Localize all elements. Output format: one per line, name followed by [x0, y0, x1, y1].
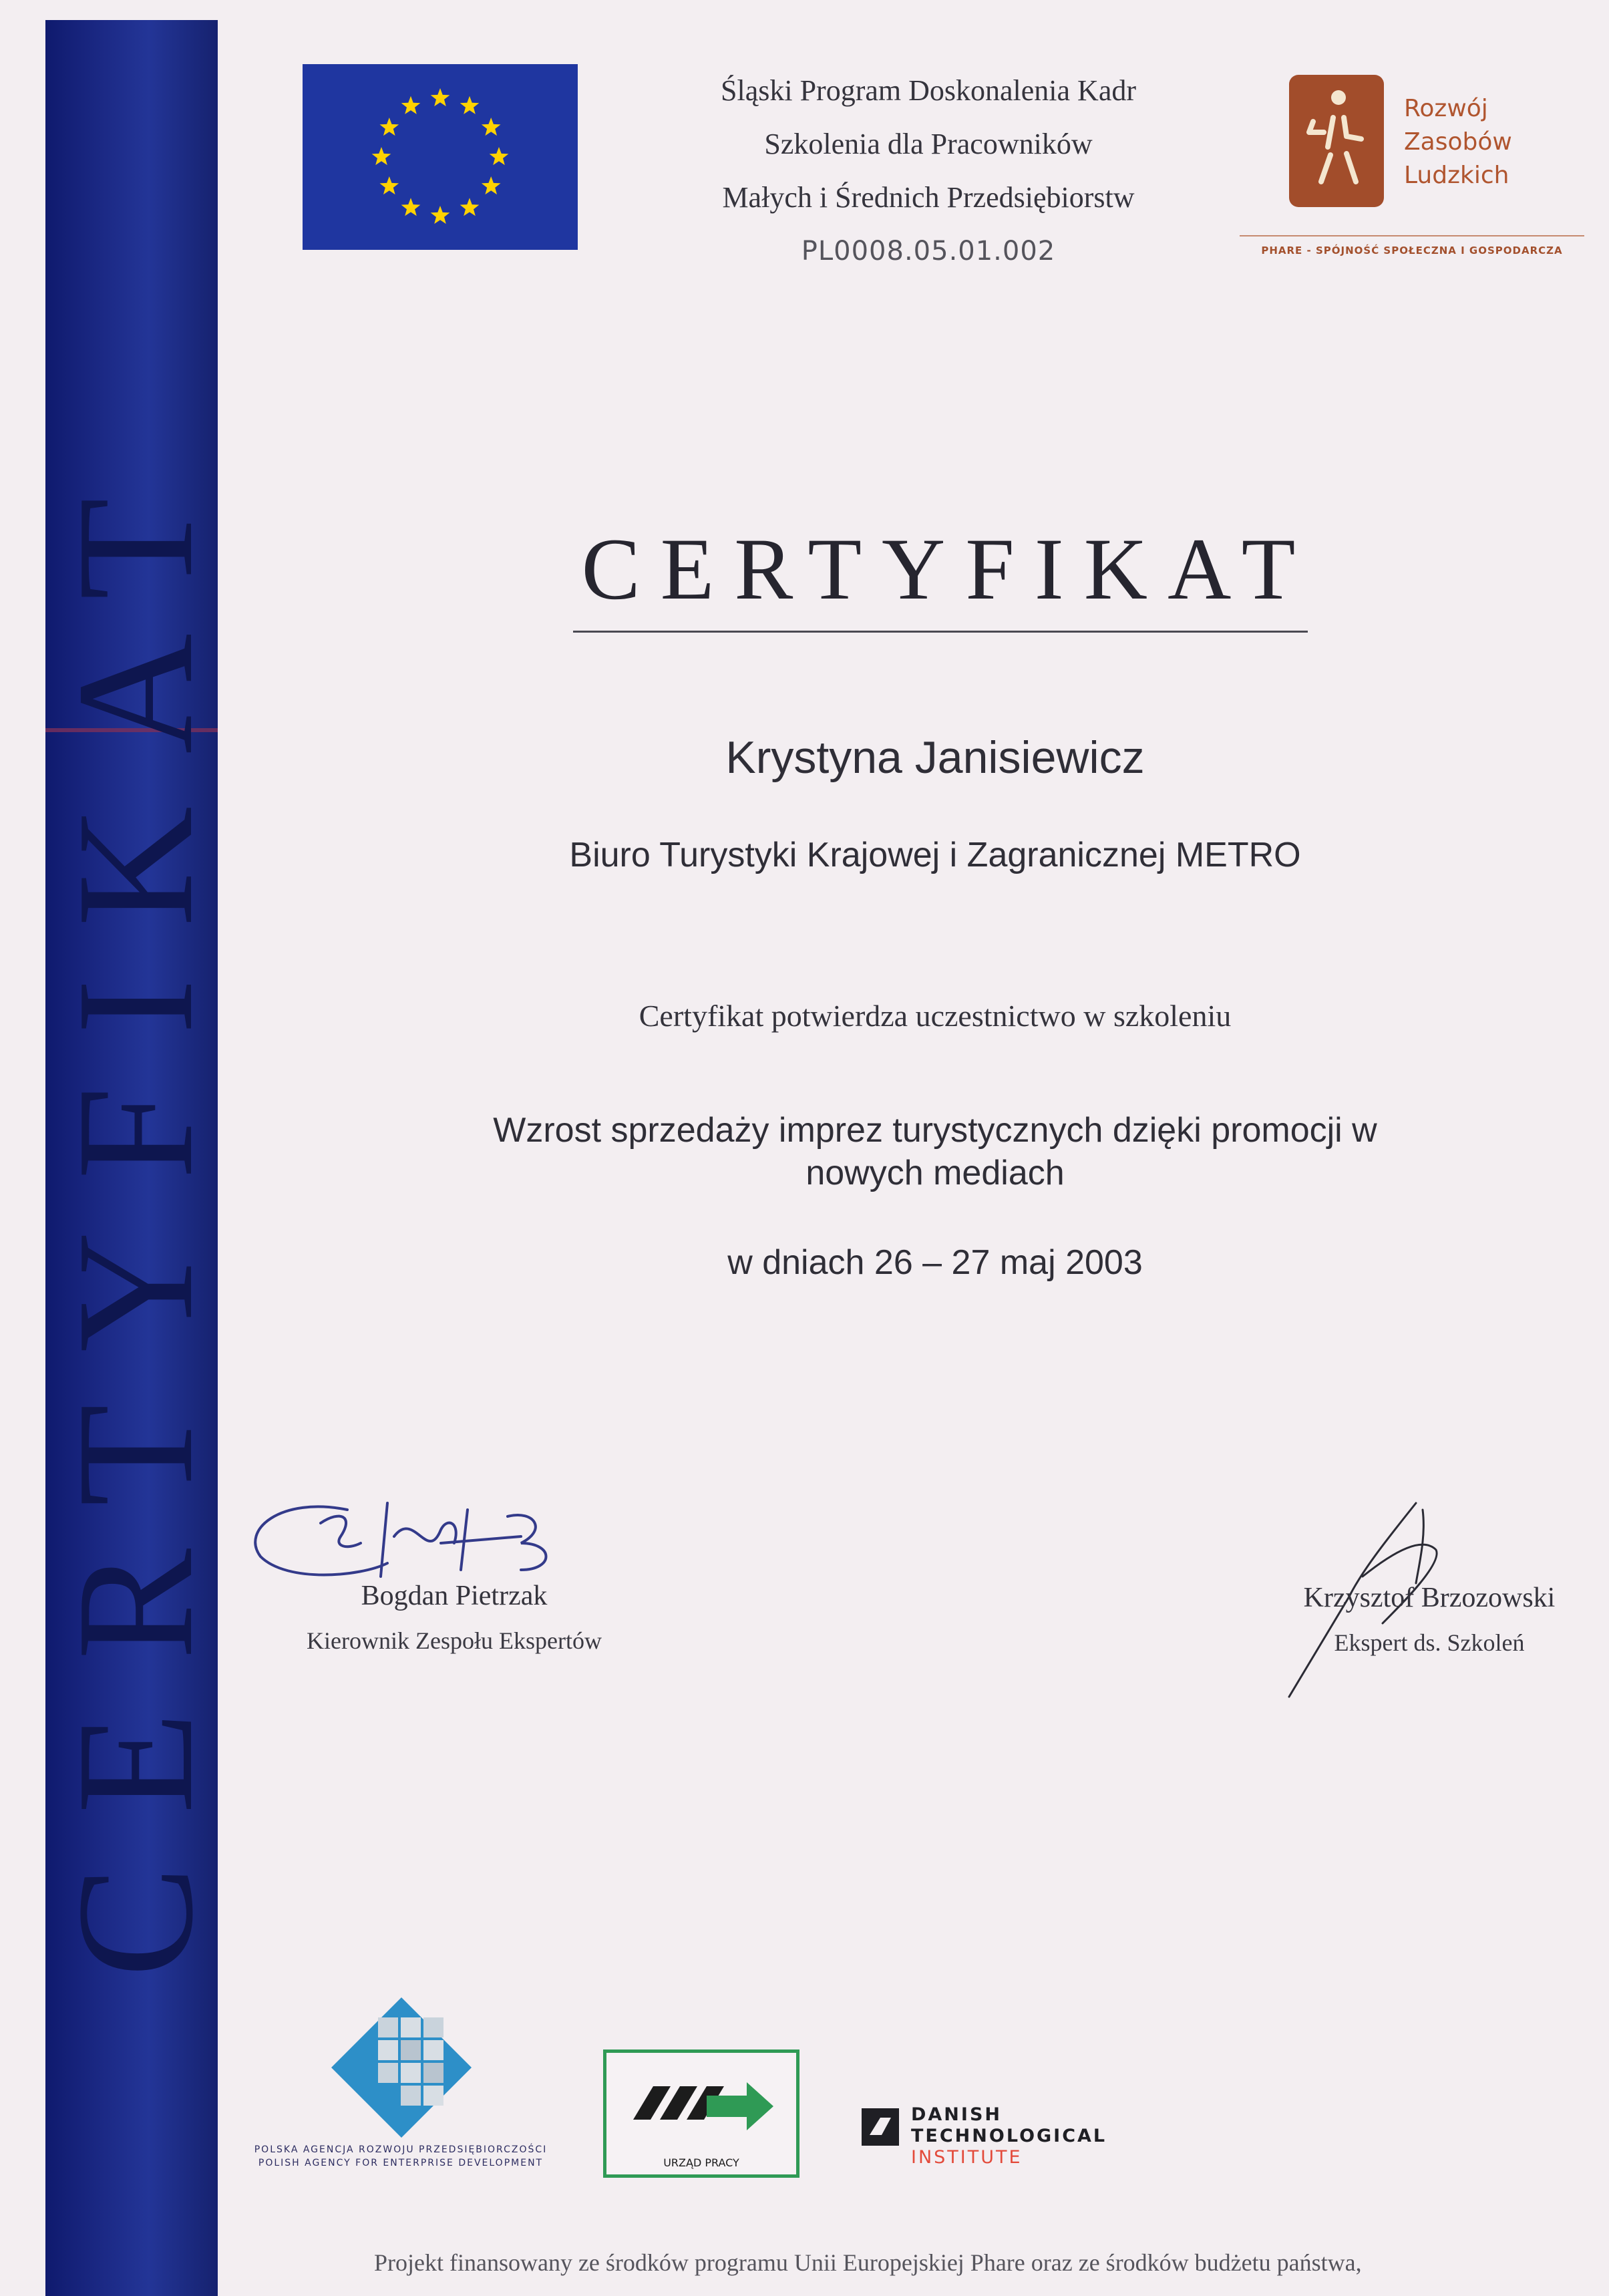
eu-star-icon	[431, 88, 450, 106]
title-underline	[573, 631, 1308, 633]
eu-flag-logo	[303, 64, 578, 250]
course-dates: w dniach 26 – 27 maj 2003	[727, 1243, 1143, 1282]
course-line: nowych mediach	[806, 1154, 1065, 1192]
eu-star-icon	[401, 198, 421, 216]
eu-star-icon	[490, 147, 509, 165]
dti-word: DANISH	[911, 2104, 1002, 2125]
program-line: Małych i Średnich Przedsiębiorstw	[722, 181, 1135, 214]
parp-name-en: POLISH AGENCY FOR ENTERPRISE DEVELOPMENT	[258, 2158, 544, 2168]
certificate-title: CERTYFIKAT	[581, 520, 1316, 618]
eu-star-icon	[372, 147, 391, 165]
rzl-divider	[1240, 235, 1584, 236]
urzad-arrows-icon	[606, 2053, 796, 2153]
eu-stars-icon	[303, 64, 578, 250]
signer-role: Ekspert ds. Szkoleń	[1334, 1629, 1525, 1656]
urzad-pracy-logo	[603, 2049, 799, 2178]
program-code: PL0008.05.01.002	[801, 236, 1056, 267]
eu-star-icon	[401, 96, 421, 114]
dti-word: INSTITUTE	[911, 2147, 1023, 2168]
parp-logo	[240, 1997, 561, 2178]
dti-text	[911, 2104, 1138, 2168]
eu-star-icon	[482, 118, 501, 136]
eu-star-icon	[380, 118, 399, 136]
program-info	[635, 64, 1222, 278]
rzl-text	[1404, 92, 1564, 192]
rzl-word: Rozwój	[1404, 95, 1488, 122]
rzl-tagline: PHARE - SPÓJNOŚĆ SPOŁECZNA I GOSPODARCZA	[1261, 244, 1563, 257]
signer-right	[1216, 1582, 1609, 1657]
signer-left	[267, 1580, 641, 1655]
rzl-word: Ludzkich	[1404, 162, 1509, 189]
dti-mark-icon	[862, 2108, 899, 2146]
signer-role: Kierownik Zespołu Ekspertów	[307, 1627, 602, 1654]
course-title	[374, 1109, 1496, 1194]
eu-star-icon	[482, 176, 501, 194]
eu-star-icon	[380, 176, 399, 194]
eu-star-icon	[431, 206, 450, 224]
signer-name: Bogdan Pietrzak	[361, 1581, 548, 1611]
confirmation-text: Certyfikat potwierdza uczestnictwo w szkoleniu	[639, 999, 1232, 1033]
parp-diamond-icon	[331, 1997, 472, 2138]
recipient-name: Krystyna Janisiewicz	[725, 732, 1145, 783]
company-name: Biuro Turystyki Krajowej i Zagranicznej METRO	[569, 836, 1301, 874]
program-line: Śląski Program Doskonalenia Kadr	[721, 74, 1136, 107]
signer-name: Krzysztof Brzozowski	[1303, 1583, 1556, 1613]
course-line: Wzrost sprzedaży imprez turystycznych dzięki promocji w	[493, 1111, 1377, 1150]
parp-name-pl: POLSKA AGENCJA ROZWOJU PRZEDSIĘBIORCZOŚCI	[254, 2144, 548, 2155]
dti-word: TECHNOLOGICAL	[911, 2126, 1107, 2146]
urzad-label: URZĄD PRACY	[663, 2156, 739, 2169]
rzl-word: Zasobów	[1404, 128, 1512, 156]
footer-note: Projekt finansowany ze środków programu Unii Europejskiej Phare oraz ze środków budżetu państwa,	[374, 2249, 1362, 2276]
eu-star-icon	[460, 96, 480, 114]
eu-star-icon	[460, 198, 480, 216]
program-line: Szkolenia dla Pracowników	[764, 128, 1093, 160]
side-band-text: CERTYFIKAT	[43, 446, 228, 1977]
rzl-figure-icon	[1289, 75, 1384, 207]
